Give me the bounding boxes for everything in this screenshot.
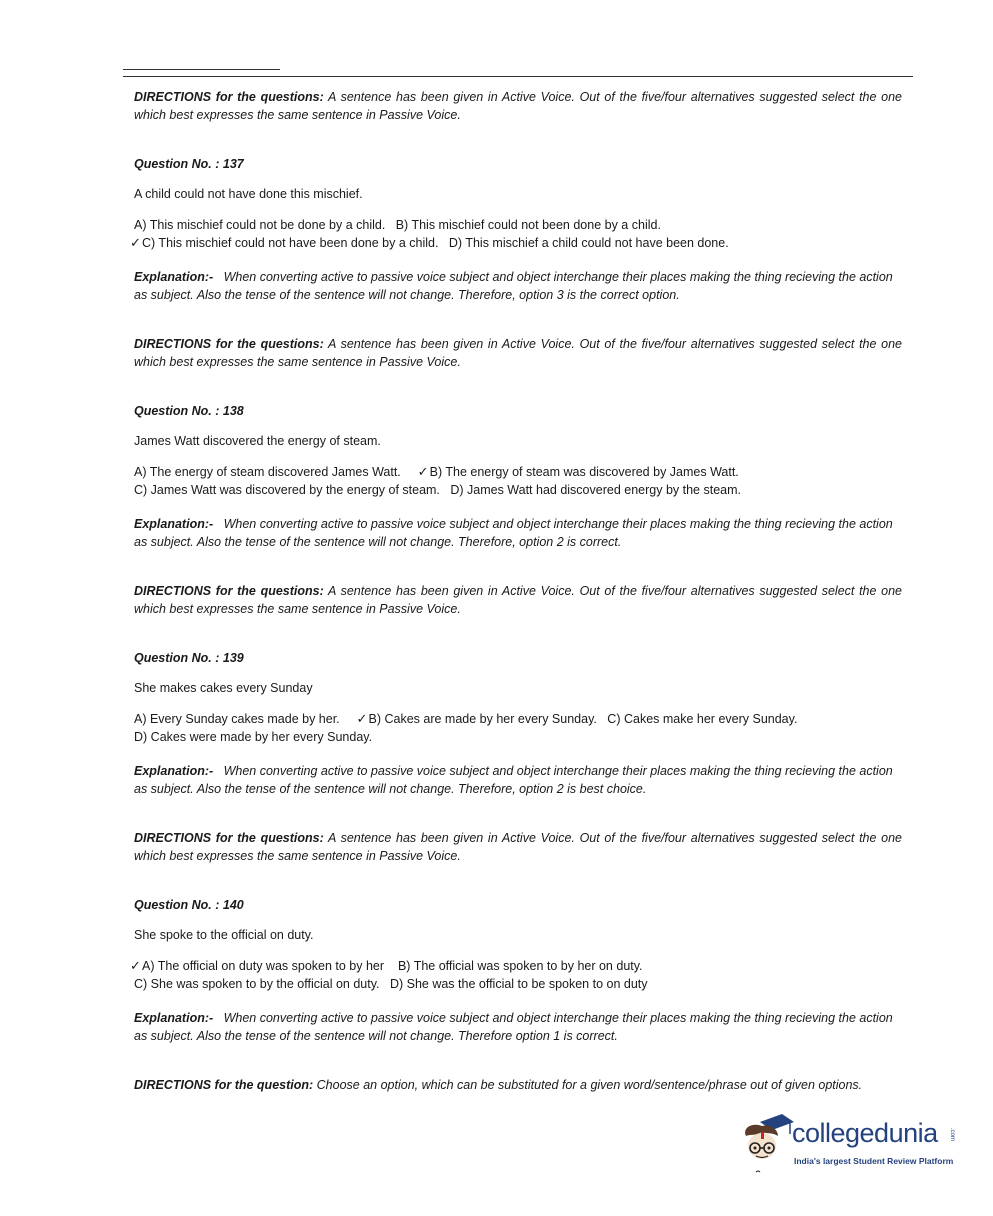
check-mark-icon: ✓ [130,235,141,250]
option-c: C) This mischief could not have been done by a child. [142,236,439,250]
directions: DIRECTIONS for the questions: A sentence has been given in Active Voice. Out of the five/four alternatives suggested select the one which best expresses the same sentence in Passive Voice. [134,584,902,616]
directions: DIRECTIONS for the questions: A sentence has been given in Active Voice. Out of the five/four alternatives suggested select the one which best expresses the same sentence in Passive Voice. [134,831,902,863]
option-b: B) The energy of steam was discovered by James Watt. [429,465,739,479]
question-title: Question No. : 137 [134,157,244,171]
logo-wordmark: collegedunia [792,1118,938,1148]
directions: DIRECTIONS for the questions: A sentence has been given in Active Voice. Out of the five/four alternatives suggested select the one which best expresses the same sentence in Passive Voice. [134,337,902,369]
option-b: B) The official was spoken to by her on duty. [397,959,643,973]
question-stem: She makes cakes every Sunday [134,681,313,695]
question-stem: A child could not have done this mischief. [134,187,363,201]
question-stem: James Watt discovered the energy of steam. [134,434,381,448]
logo-tagline: India's largest Student Review Platform [794,1156,954,1166]
explanation: Explanation:- When converting active to passive voice subject and object interchange their places making the thing recieving the action as subject. Also the tense of the sentence will not change. Therefore option 1 is correct. [134,1011,893,1043]
option-d: D) She was the official to be spoken to on duty [389,977,648,991]
header-rule-short [123,69,280,70]
question-title: Question No. : 138 [134,404,244,418]
option-a: A) This mischief could not be done by a child. [134,218,386,232]
question-stem: She spoke to the official on duty. [134,928,314,942]
options-list [130,216,902,252]
question-block-139 [134,582,902,798]
question-title: Question No. : 139 [134,651,244,665]
option-d: D) Cakes were made by her every Sunday. [134,730,373,744]
option-c: C) Cakes make her every Sunday. [607,712,798,726]
check-mark-icon: ✓ [356,711,368,726]
option-c: C) She was spoken to by the official on duty. [134,977,380,991]
explanation: Explanation:- When converting active to passive voice subject and object interchange their places making the thing recieving the action as subject. Also the tense of the sentence will not change. Therefore, option 3 is the correct option. [134,270,893,302]
check-mark-icon: ✓ [130,958,141,973]
question-block-137 [130,88,902,304]
option-a: A) Every Sunday cakes made by her. [134,712,340,726]
options-list [134,710,902,746]
option-a: A) The official on duty was spoken to by her [142,959,385,973]
question-title: Question No. : 140 [134,898,244,912]
option-a: A) The energy of steam discovered James Watt. [134,465,401,479]
option-d: D) James Watt had discovered energy by the steam. [450,483,741,497]
logo-suffix: .com [949,1128,955,1142]
option-c: C) James Watt was discovered by the energy of steam. [134,483,440,497]
options-list [134,463,902,499]
header-rule [123,76,913,77]
option-b: B) This mischief could not been done by a child. [395,218,661,232]
question-block-138 [134,335,902,551]
directions: DIRECTIONS for the questions: A sentence has been given in Active Voice. Out of the five/four alternatives suggested select the one which best expresses the same sentence in Passive Voice. [134,90,902,122]
question-block-140 [130,829,902,1045]
mascot-icon [738,1114,794,1176]
explanation: Explanation:- When converting active to passive voice subject and object interchange their places making the thing recieving the action as subject. Also the tense of the sentence will not change. Therefore, option 2 is correct. [134,517,893,549]
final-directions: DIRECTIONS for the question: Choose an option, which can be substituted for a given word/sentence/phrase out of given options. [134,1078,863,1092]
final-directions-block [134,1076,902,1094]
explanation: Explanation:- When converting active to passive voice subject and object interchange their places making the thing recieving the action as subject. Also the tense of the sentence will not change. Therefore, option 2 is best choice. [134,764,893,796]
option-b: B) Cakes are made by her every Sunday. [368,712,597,726]
check-mark-icon: ✓ [417,464,429,479]
option-d: D) This mischief a child could not have been done. [448,236,729,250]
options-list [130,957,902,993]
collegedunia-logo [738,1110,968,1180]
